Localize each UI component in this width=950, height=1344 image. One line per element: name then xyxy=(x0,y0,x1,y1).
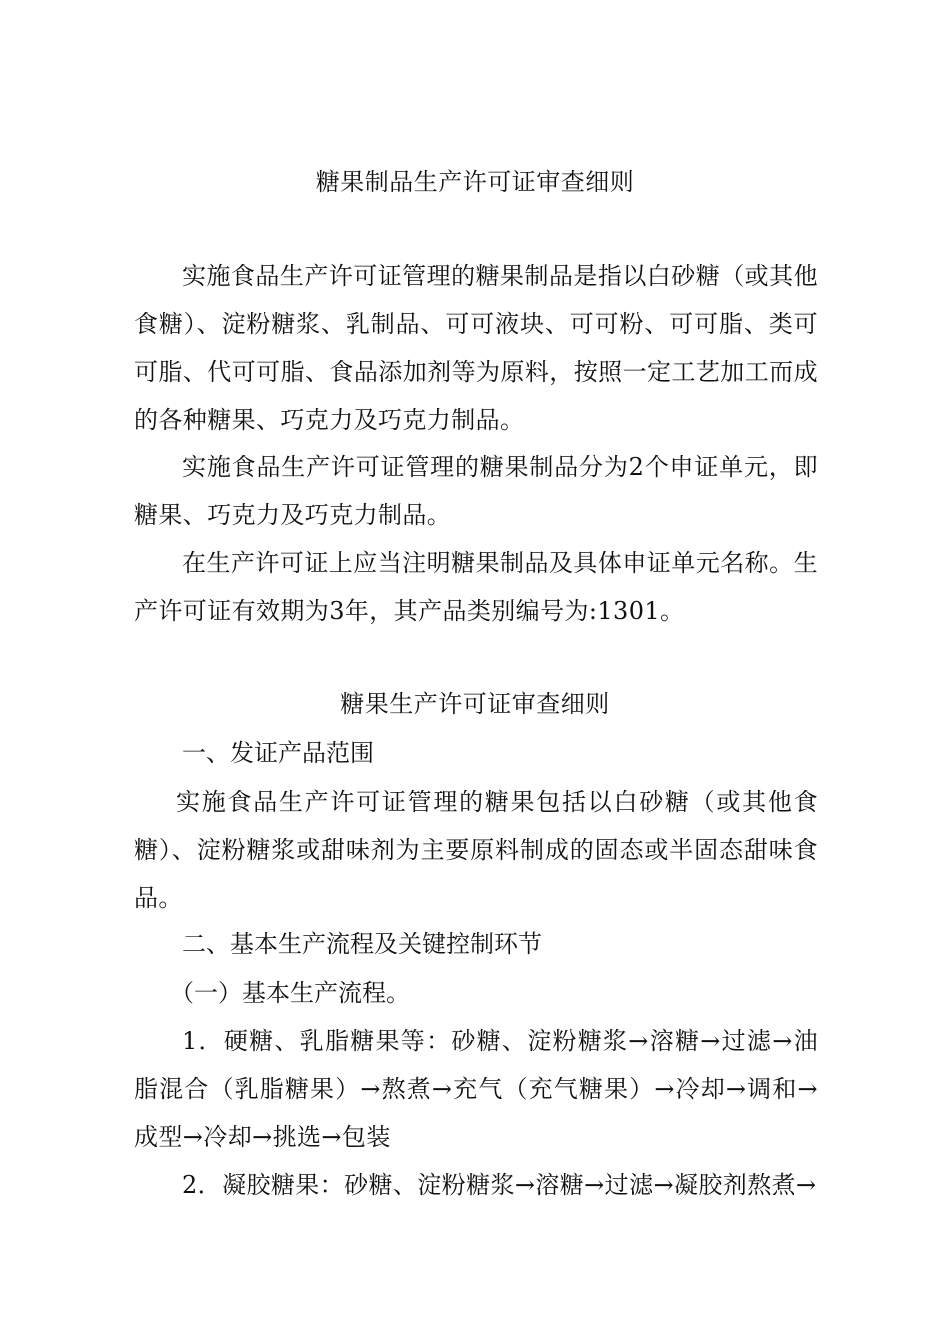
scope-paragraph: 实施食品生产许可证管理的糖果包括以白砂糖（或其他食糖）、淀粉糖浆或甜味剂为主要原料制成的固态或半固态甜味食品。 xyxy=(134,788,818,912)
flow-item-1: 1．硬糖、乳脂糖果等：砂糖、淀粉糖浆→溶糖→过滤→油脂混合（乳脂糖果）→熬煮→充气（充气糖果）→冷却→调和→成型→冷却→挑选→包装 xyxy=(134,1027,818,1151)
document-title: 糖果制品生产许可证审查细则 xyxy=(315,168,635,196)
section-title: 糖果生产许可证审查细则 xyxy=(340,690,610,718)
subheading-basic-flow: （一）基本生产流程。 xyxy=(170,979,410,1007)
intro-paragraph-2: 实施食品生产许可证管理的糖果制品分为2个申证单元，即糖果、巧克力及巧克力制品。 xyxy=(134,453,818,529)
heading-production-flow: 二、基本生产流程及关键控制环节 xyxy=(182,930,542,958)
heading-product-scope: 一、发证产品范围 xyxy=(182,739,374,767)
flow-item-2: 2．凝胶糖果：砂糖、淀粉糖浆→溶糖→过滤→凝胶剂熬煮→ xyxy=(182,1171,817,1199)
intro-paragraph-1: 实施食品生产许可证管理的糖果制品是指以白砂糖（或其他食糖）、淀粉糖浆、乳制品、可可液块、可可粉、可可脂、类可可脂、代可可脂、食品添加剂等为原料，按照一定工艺加工而成的各种糖果、巧克力及巧克力制品。 xyxy=(134,262,818,434)
intro-paragraph-3: 在生产许可证上应当注明糖果制品及具体申证单元名称。生产许可证有效期为3年，其产品类别编号为:1301。 xyxy=(134,549,818,625)
